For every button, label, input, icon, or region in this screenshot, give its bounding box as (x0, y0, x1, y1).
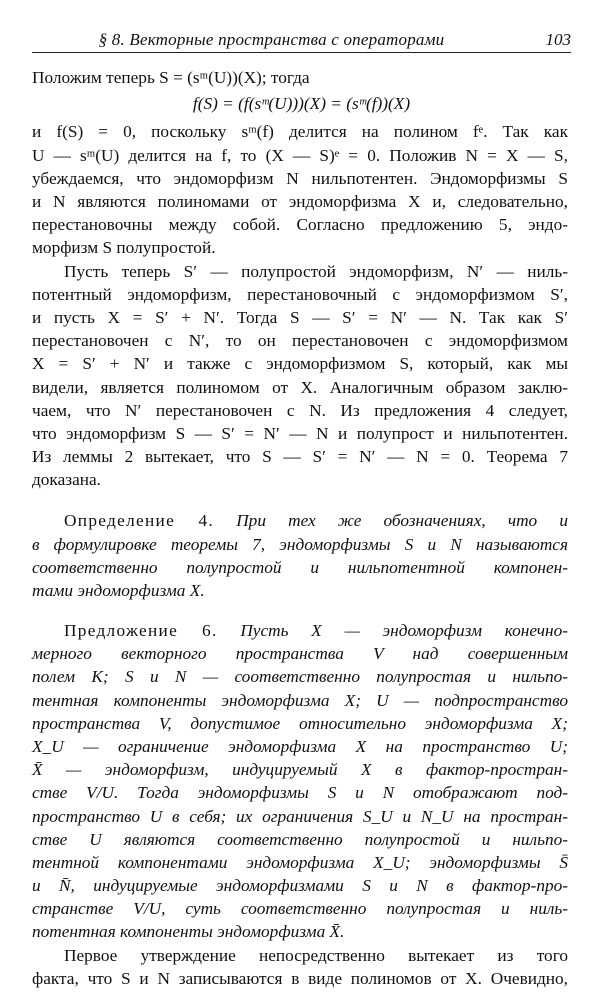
proposition-line: потентная компоненты эндоморфизма X̄. (32, 922, 345, 942)
proposition-first-line (64, 619, 568, 642)
text-line: потентный эндоморфизм, перестановочный с эндоморфизмом S′, (32, 284, 568, 304)
definition-label: Определение 4. (64, 511, 215, 531)
definition-line: в формулировке теоремы 7, эндоморфизмы S и N называются (32, 534, 568, 554)
text-line: Положим теперь S = (sᵐ(U))(X); тогда (32, 68, 310, 87)
text-line: убеждаемся, что эндоморфизм N нильпотентен. Эндоморфизмы S (32, 168, 568, 188)
proposition-line: и N̄, индуцируемые эндоморфизмами S и N в фактор-про- (32, 876, 568, 896)
text-line: Из леммы 2 вытекает, что S — S′ = N′ — N = 0. Теорема 7 (32, 447, 568, 467)
text-line: доказана. (32, 470, 101, 490)
text-line: видели, является полиномом от X. Аналогичным образом заклю- (32, 377, 568, 397)
text-line: Первое утверждение непосредственно вытекает из того (64, 945, 568, 965)
proposition-line: X̄ — эндоморфизм, индуцируемый X в фактор-простран- (32, 760, 568, 780)
text-line: Пусть теперь S′ — полупростой эндоморфизм, N′ — ниль- (64, 261, 568, 281)
definition-text: При тех же обозначениях, что и (236, 511, 568, 531)
text-line: U — sᵐ(U) делится на f, то (X — S)ᵉ = 0. Положив N = X — S, (32, 145, 568, 165)
definition-first-line (64, 509, 568, 532)
definition-line: соответственно полупростой и нильпотентной компонен- (32, 557, 568, 577)
text-line: и f(S) = 0, поскольку sᵐ(f) делится на полином fᵉ. Так как (32, 122, 568, 142)
proposition-line: стве V/U. Тогда эндоморфизмы S и N отображают под- (32, 783, 568, 803)
proposition-line: пространство U в себя; их ограничения S_U и N_U на простран- (32, 806, 568, 826)
text-line: и пусть X = S′ + N′. Тогда S — S′ = N′ — N. Так как S′ (32, 307, 568, 327)
display-formula: f(S) = (f(sᵐ(U)))(X) = (sᵐ(f))(X) (192, 93, 411, 113)
proposition-line: тентной компонентами эндоморфизма X_U; эндоморфизмы S̄ (32, 852, 568, 872)
proposition-line: X_U — ограничение эндоморфизма X на пространство U; (32, 736, 568, 756)
header-rule (32, 52, 571, 53)
proposition-line: стве U являются соответственно полупростой и нильпо- (32, 829, 568, 849)
proposition-line: тентная компоненты эндоморфизма X; U — подпространство (32, 690, 568, 710)
proposition-text: Пусть X — эндоморфизм конечно- (240, 621, 568, 640)
definition-line: тами эндоморфизма X. (32, 580, 205, 600)
text-line: и N являются полиномами от эндоморфизма X и, следовательно, (32, 192, 568, 211)
text-line: перестановочен с N′, то он перестановочен с эндоморфизмом (32, 331, 568, 351)
running-header-title: § 8. Векторные пространства с операторами (98, 30, 445, 49)
proposition-line: пространства V, допустимое относительно эндоморфизма X; (32, 713, 568, 733)
text-line: факта, что S и N записываются в виде полиномов от X. Очевидно, (32, 968, 568, 988)
text-line: что эндоморфизм S — S′ = N′ — N и полупрост и нильпотентен. (32, 423, 568, 443)
proposition-line: странстве V/U, суть соответственно полупростая и ниль- (32, 899, 568, 919)
text-line: X = S′ + N′ и также с эндоморфизмом S, который, как мы (32, 354, 568, 374)
running-header (32, 26, 571, 52)
proposition-line: полем K; S и N — соответственно полупростая и нильпо- (32, 667, 568, 687)
proposition-line: мерного векторного пространства V над совершенным (32, 644, 568, 664)
text-line: морфизм S полупростой. (32, 238, 216, 258)
proposition-label: Предложение 6. (64, 621, 218, 640)
text-line: перестановочны между собой. Согласно предложению 5, эндо- (32, 215, 568, 235)
text-line: чаем, что N′ перестановочен с N. Из предложения 4 следует, (32, 400, 568, 420)
page-number: 103 (545, 30, 571, 49)
